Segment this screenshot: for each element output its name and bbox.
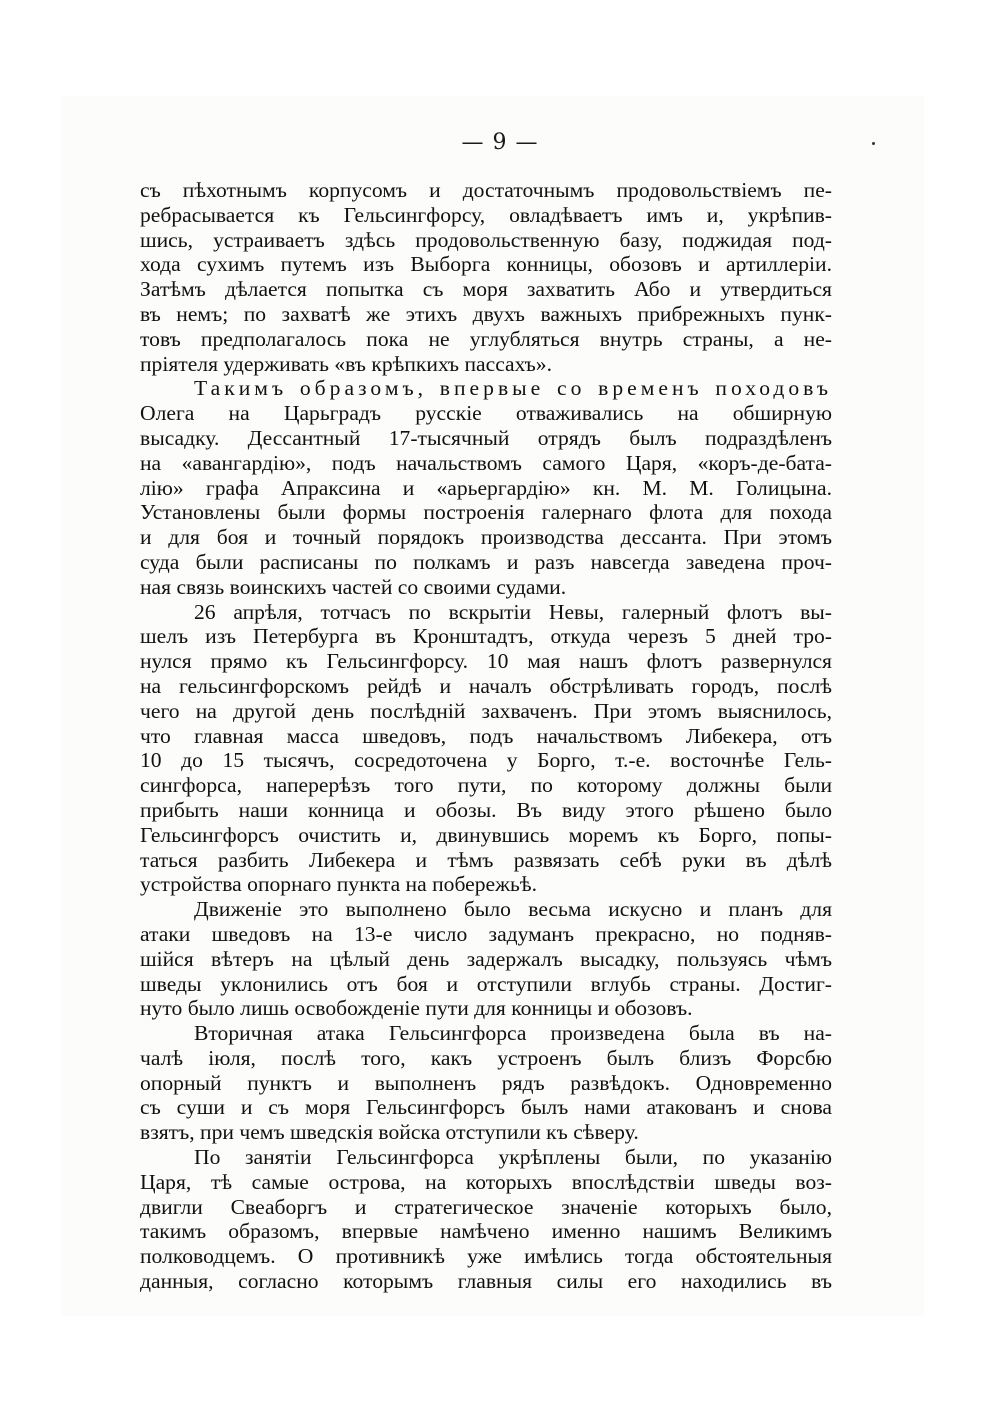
text-line: съ пѣхотнымъ корпусомъ и достаточнымъ продовольствіемъ пе- bbox=[140, 178, 832, 202]
text-line: двигли Свеаборгъ и стратегическое значеніе которыхъ было, bbox=[140, 1194, 832, 1219]
text-line: Затѣмъ дѣлается попытка съ моря захватить Або и утвердиться bbox=[140, 277, 832, 302]
text-line: прибыть наши конница и обозы. Въ виду этого рѣшено было bbox=[140, 797, 832, 822]
paragraph-6 bbox=[140, 1145, 832, 1294]
text-line: Движеніе это выполнено было весьма искусно и планъ для bbox=[194, 897, 832, 922]
text-line: товъ предполагалось пока не углубляться внутрь страны, а не- bbox=[140, 326, 832, 351]
text-line: нуто было лишь освобожденіе пути для конницы и обозовъ. bbox=[140, 996, 693, 1021]
text-line: ребрасывается къ Гельсингфорсу, овладѣваетъ имъ и, укрѣпив- bbox=[140, 202, 832, 227]
text-line: лію» графа Апраксина и «арьергардію» кн. М. М. Голицына. bbox=[140, 475, 832, 500]
text-line: на гельсингфорскомъ рейдѣ и началъ обстрѣливать городъ, послѣ bbox=[140, 673, 832, 698]
text-line: взятъ, при чемъ шведскія войска отступили къ сѣверу. bbox=[140, 1120, 639, 1145]
paragraph-3 bbox=[140, 600, 832, 898]
text-line: ная связь воинскихъ частей со своими судами. bbox=[140, 574, 567, 599]
text-line: атаки шведовъ на 13-е число задуманъ прекрасно, но подняв- bbox=[140, 921, 832, 946]
text-line: высадку. Дессантный 17-тысячный отрядъ былъ подраздѣленъ bbox=[140, 425, 832, 450]
scan-speck bbox=[872, 142, 875, 145]
text-line: Царя, тѣ самые острова, на которыхъ впослѣдствіи шведы воз- bbox=[140, 1169, 832, 1194]
text-line: полководцемъ. О противникѣ уже имѣлись тогда обстоятельныя bbox=[140, 1244, 832, 1269]
text-line: Гельсингфорсъ очистить и, двинувшись моремъ къ Борго, попы- bbox=[140, 822, 832, 847]
text-line: сингфорса, наперерѣзъ того пути, по которому должны были bbox=[140, 773, 832, 798]
paragraph-1 bbox=[140, 178, 832, 376]
text-line: шелъ изъ Петербурга въ Кронштадтъ, откуда черезъ 5 дней тро- bbox=[140, 624, 832, 649]
text-line: что главная масса шведовъ, подъ начальствомъ Либекера, отъ bbox=[140, 723, 832, 748]
text-line: такимъ образомъ, впервые намѣчено именно нашимъ Великимъ bbox=[140, 1219, 832, 1244]
text-line: и для боя и точный порядокъ производства дессанта. При этомъ bbox=[140, 525, 832, 550]
paragraph-4 bbox=[140, 897, 832, 1021]
text-line: 26 апрѣля, тотчасъ по вскрытіи Невы, галерный флотъ вы- bbox=[194, 599, 832, 624]
text-line: Вторичная атака Гельсингфорса произведена была въ на- bbox=[194, 1021, 832, 1046]
text-line: хода сухимъ путемъ изъ Выборга конницы, обозовъ и артиллеріи. bbox=[140, 252, 832, 277]
text-line: чалѣ іюля, послѣ того, какъ устроенъ былъ близъ Форсбю bbox=[140, 1045, 832, 1070]
text-line: суда были расписаны по полкамъ и разъ навсегда заведена проч- bbox=[140, 549, 832, 574]
text-line: таться разбить Либекера и тѣмъ развязать себѣ руки въ дѣлѣ bbox=[140, 847, 832, 872]
text-line: 10 до 15 тысячъ, сосредоточена у Борго, т.-е. восточнѣе Гель- bbox=[140, 748, 832, 773]
text-line: Такимъ образомъ, впервые со временъ походовъ bbox=[194, 376, 832, 401]
text-line: Установлены были формы построенія галернаго флота для похода bbox=[140, 500, 832, 525]
body-text bbox=[140, 178, 832, 1294]
text-line: въ немъ; по захватѣ же этихъ двухъ важныхъ прибрежныхъ пунк- bbox=[140, 301, 832, 326]
paragraph-5 bbox=[140, 1021, 832, 1145]
text-line: Олега на Царьградъ русскіе отваживались на обширную bbox=[140, 401, 832, 426]
text-line: шведы уклонились отъ боя и отступили вглубь страны. Достиг- bbox=[140, 971, 832, 996]
text-line: По занятіи Гельсингфорса укрѣплены были, по указанію bbox=[194, 1145, 832, 1170]
text-line: съ суши и съ моря Гельсингфорсъ былъ нами атакованъ и снова bbox=[140, 1095, 832, 1120]
text-line: шійся вѣтеръ на цѣлый день задержалъ высадку, пользуясь чѣмъ bbox=[140, 946, 832, 971]
text-line: на «авангардію», подъ начальствомъ самого Царя, «коръ-де-бата- bbox=[140, 450, 832, 475]
text-line: данныя, согласно которымъ главныя силы его находились въ bbox=[140, 1269, 832, 1294]
paragraph-2 bbox=[140, 376, 832, 599]
text-line: шись, устраиваетъ здѣсь продовольственную базу, поджидая под- bbox=[140, 227, 832, 252]
text-line: пріятеля удерживать «въ крѣпкихъ пассахъ». bbox=[140, 351, 552, 376]
text-line: чего на другой день послѣдній захваченъ. При этомъ выяснилось, bbox=[140, 698, 832, 723]
page-number: — 9 — bbox=[461, 130, 539, 155]
text-line: устройства опорнаго пункта на побережьѣ. bbox=[140, 872, 537, 897]
text-line: опорный пунктъ и выполненъ рядъ развѣдокъ. Одновременно bbox=[140, 1070, 832, 1095]
text-line: нулся прямо къ Гельсингфорсу. 10 мая нашъ флотъ развернулся bbox=[140, 649, 832, 674]
